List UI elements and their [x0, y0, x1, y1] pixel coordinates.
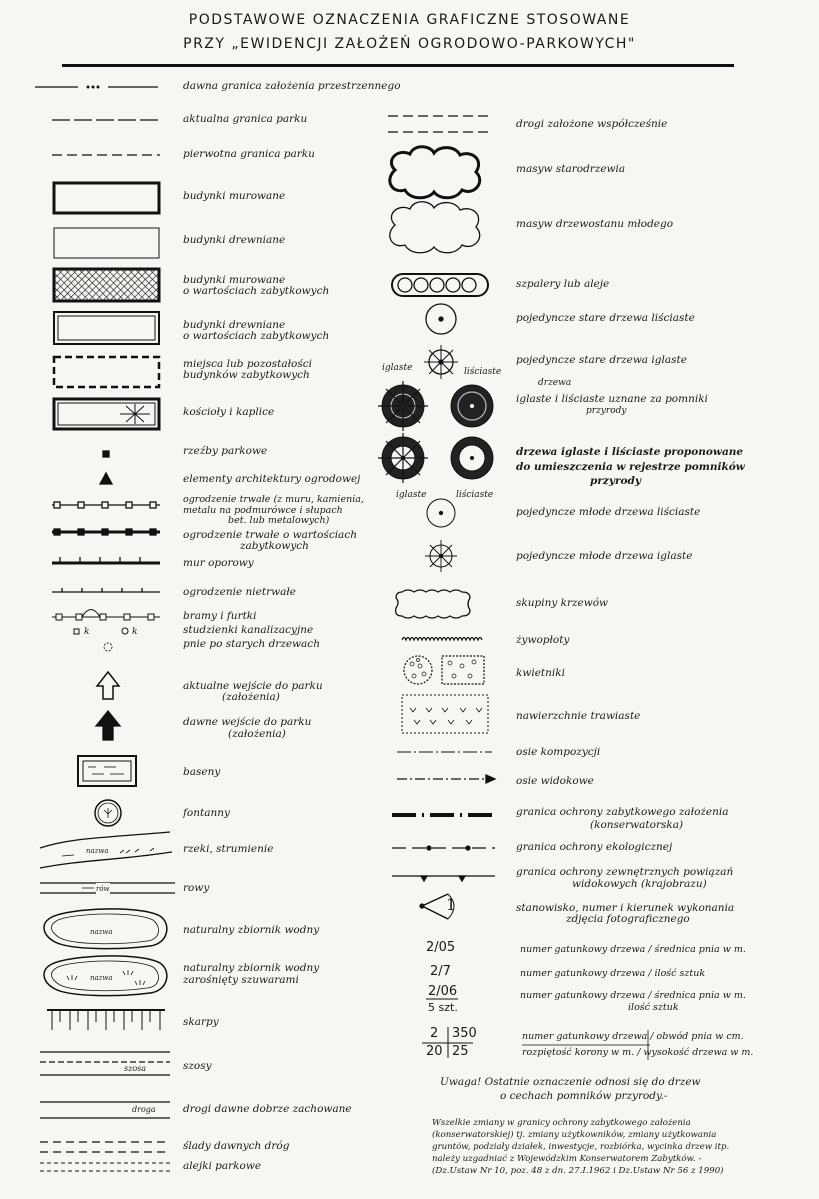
stump-symbol [104, 643, 112, 651]
slope-symbol [47, 1010, 165, 1030]
manhole-round-symbol [122, 628, 128, 634]
label-conservation-boundary-1: granica ochrony zabytkowego założenia [516, 806, 729, 818]
ruins-symbol [54, 357, 159, 387]
species-count-3: 5 szt. [428, 1001, 458, 1014]
label-road-traces: ślady dawnych dróg [183, 1140, 290, 1152]
conifer-caption-2: iglaste [396, 490, 427, 500]
regulation-line-2: (konserwatorskiej) tj. zmiany użytkowników, zmiany użytkowania [432, 1130, 717, 1140]
label-landscape-boundary-1: granica ochrony zewnętrznych powiązań [516, 866, 734, 878]
proposed-deciduous-symbol [451, 437, 493, 479]
label-proposed-1: drzewa iglaste i liściaste proponowane [516, 446, 744, 458]
regulation-line-5: (Dz.Ustaw Nr 10, poz. 48 z dn. 27.I.1962 i Dz.Ustaw Nr 56 z 1990) [432, 1166, 724, 1176]
sculpture-symbol [103, 451, 109, 457]
species-code-4: 2 [430, 1026, 439, 1041]
label-young-stand: masyw drzewostanu młodego [516, 218, 674, 230]
label-old-entrance-2: (założenia) [228, 728, 286, 740]
label-old-roads: drogi dawne dobrze zachowane [183, 1103, 352, 1115]
label-garden-architecture: elementy architektury ogrodowej [183, 473, 361, 485]
label-manholes: studzienki kanalizacyjne [183, 624, 314, 636]
fountain-symbol [95, 800, 121, 826]
tree-row-symbol [392, 274, 488, 296]
deciduous-caption-2: liściaste [456, 490, 494, 500]
label-historic-wooden-2: o wartościach zabytkowych [183, 330, 330, 342]
highway-symbol [40, 1052, 170, 1075]
species-code-3: 2/06 [428, 984, 458, 999]
photo-number: 1 [446, 895, 457, 914]
label-pond: naturalny zbiornik wodny [183, 924, 320, 936]
hedge-symbol [402, 638, 482, 641]
label-stumps: pnie po starych drzewach [183, 638, 320, 650]
label-proposed-2: do umieszczenia w rejestrze pomników [516, 461, 745, 473]
label-overgrown-pond-1: naturalny zbiornik wodny [183, 962, 320, 974]
label-current-boundary: aktualna granica parku [183, 113, 308, 125]
label-lawns: nawierzchnie trawiaste [516, 710, 641, 722]
proposed-conifer-symbol [378, 433, 428, 483]
label-slopes: skarpy [183, 1016, 219, 1028]
label-overgrown-pond-2: zarośnięty szuwarami [183, 974, 299, 986]
ditch-name: rów [96, 885, 110, 893]
label-church: kościoły i kaplice [183, 406, 275, 418]
wooden-building-symbol [54, 228, 159, 258]
old-boundary-symbol [35, 86, 158, 88]
regulation-line-1: Wszelkie zmiany w granicy ochrony zabytkowego założenia [432, 1118, 691, 1128]
pond-name: nazwa [90, 928, 113, 936]
conifer-caption: iglaste [382, 363, 413, 373]
label-original-boundary: pierwotna granica parku [183, 148, 315, 160]
label-permanent-fence-1: ogrodzenie trwałe (z muru, kamienia, [183, 494, 364, 505]
label-gates: bramy i furtki [183, 610, 257, 622]
label-conservation-boundary-2: (konserwatorska) [590, 819, 684, 831]
label-photo-point-2: zdjęcia fotograficznego [566, 913, 690, 925]
road-name: droga [132, 1105, 156, 1114]
pool-symbol [78, 756, 136, 786]
label-view-axes: osie widokowe [516, 775, 594, 787]
label-ruins-2: budynków zabytkowych [183, 369, 310, 381]
label-historic-brick-2: o wartościach zabytkowych [183, 285, 330, 297]
highway-name: szosa [124, 1064, 147, 1073]
label-crown-height: rozpiętość korony w m. / wysokość drzewa w m. [522, 1047, 754, 1058]
lawn-symbol [402, 695, 488, 733]
label-proposed-3: przyrody [590, 475, 641, 487]
historic-fence-symbol [52, 529, 160, 535]
garden-architecture-symbol [100, 473, 112, 484]
label-temporary-fence: ogrodzenie nietrwałe [183, 586, 296, 598]
note-line-1: Uwaga! Ostatnie oznaczenie odnosi się do drzew [440, 1076, 701, 1088]
label-young-deciduous: pojedyncze młode drzewa liściaste [516, 506, 701, 518]
label-code-circumference: numer gatunkowy drzewa / obwód pnia w cm. [522, 1031, 744, 1042]
river-name: nazwa [86, 847, 109, 855]
road-trace-symbol [40, 1142, 170, 1152]
monument-conifer-symbol [378, 381, 428, 431]
brick-building-symbol [54, 183, 159, 213]
regulation-line-4: należy uzgadniać z Wojewódzkim Konserwatorem Zabytków. - [432, 1154, 702, 1164]
young-stand-symbol [390, 202, 480, 253]
historic-wooden-building-symbol [54, 312, 159, 344]
label-historic-fence-1: ogrodzenie trwałe o wartościach [183, 529, 357, 541]
label-wooden-building: budynki drewniane [183, 234, 286, 246]
label-modern-roads: drogi założone współcześnie [516, 118, 668, 130]
label-historic-wooden-1: budynki drewniane [183, 319, 286, 331]
label-code-count: numer gatunkowy drzewa / ilość sztuk [520, 968, 706, 979]
retaining-wall-symbol [52, 557, 160, 563]
park-path-symbol [40, 1163, 170, 1171]
label-young-conifer: pojedyncze młode drzewa iglaste [516, 550, 693, 562]
manhole-k-2: k [132, 627, 138, 637]
label-monuments-1: iglaste i liściaste uznane za pomniki [516, 393, 708, 405]
label-composition-axes: osie kompozycji [516, 746, 601, 758]
shrub-group-symbol [396, 590, 470, 618]
landscape-boundary-symbol [392, 876, 495, 881]
permanent-fence-symbol [52, 502, 160, 508]
label-code-diameter: numer gatunkowy drzewa / średnica pnia w m. [520, 944, 746, 955]
label-current-entrance-2: (założenia) [222, 691, 280, 703]
current-entrance-symbol [97, 672, 119, 699]
old-stand-symbol [390, 147, 480, 198]
label-hedges: żywopłoty [516, 634, 570, 646]
label-highways: szosy [183, 1060, 212, 1072]
label-old-stand: masyw starodrzewia [516, 163, 626, 175]
label-landscape-boundary-2: widokowych (krajobrazu) [572, 878, 707, 890]
label-retaining-wall: mur oporowy [183, 557, 254, 569]
label-monuments-0: drzewa [538, 378, 572, 388]
label-permanent-fence-2: metalu na podmurówce i słupach [183, 505, 343, 516]
label-permanent-fence-3: bet. lub metalowych) [228, 515, 330, 526]
label-historic-fence-2: zabytkowych [240, 540, 309, 552]
label-fountains: fontanny [183, 807, 230, 819]
overgrown-pond-name: nazwa [90, 974, 113, 982]
tree-height: 25 [452, 1044, 469, 1059]
label-flowerbeds: kwietniki [516, 667, 565, 679]
manhole-symbol [74, 629, 79, 634]
young-conifer-tree-symbol [425, 540, 457, 572]
old-deciduous-tree-symbol [426, 304, 456, 334]
label-old-deciduous: pojedyncze stare drzewa liściaste [516, 312, 695, 324]
label-old-entrance-1: dawne wejście do parku [183, 716, 312, 728]
label-ditches: rowy [183, 882, 210, 894]
manhole-k-1: k [84, 627, 90, 637]
regulation-line-3: gruntów, podziały działek, inwestycje, rozbiórka, wycinka drzew itp. [432, 1142, 730, 1152]
view-axis-symbol [397, 775, 495, 783]
deciduous-caption: liściaste [464, 367, 502, 377]
monument-deciduous-symbol [451, 385, 493, 427]
label-tree-rows: szpalery lub aleje [516, 278, 610, 290]
label-ruins-1: miejsca lub pozostałości [183, 358, 312, 370]
old-conifer-tree-symbol [424, 345, 458, 379]
label-shrubs: skupiny krzewów [516, 597, 609, 609]
label-ecological-boundary: granica ochrony ekologicznej [516, 841, 673, 853]
page-subtitle: PRZY „EWIDENCJI ZAŁOŻEŃ OGRODOWO-PARKOWYCH" [183, 36, 636, 52]
modern-road-symbol [388, 116, 492, 132]
label-code-diameter-count-2: ilość sztuk [628, 1002, 679, 1013]
label-old-conifer: pojedyncze stare drzewa iglaste [516, 354, 687, 366]
label-historic-brick-1: budynki murowane [183, 274, 286, 286]
young-deciduous-tree-symbol [427, 499, 455, 527]
label-brick-building: budynki murowane [183, 190, 286, 202]
church-symbol [54, 399, 159, 429]
note-line-2: o cechach pomników przyrody.- [500, 1090, 668, 1102]
label-sculpture: rzeźby parkowe [183, 445, 268, 457]
crown-span: 20 [426, 1044, 443, 1059]
label-pools: baseny [183, 766, 221, 778]
label-monuments-2: przyrody [586, 406, 627, 416]
historic-brick-building-symbol [54, 269, 159, 301]
flowerbed-symbol [404, 656, 484, 684]
label-current-entrance-1: aktualne wejście do parku [183, 680, 323, 692]
page-title: PODSTAWOWE OZNACZENIA GRAFICZNE STOSOWANE [188, 12, 631, 28]
species-code-1: 2/05 [426, 940, 456, 955]
ecological-boundary-symbol [392, 846, 495, 850]
old-entrance-symbol [96, 711, 120, 740]
label-photo-point-1: stanowisko, numer i kierunek wykonania [516, 902, 735, 914]
label-old-boundary: dawna granica założenia przestrzennego [183, 80, 401, 92]
label-rivers: rzeki, strumienie [183, 843, 274, 855]
label-code-diameter-count-1: numer gatunkowy drzewa / średnica pnia w m. [520, 990, 746, 1001]
trunk-circumference: 350 [452, 1026, 477, 1041]
species-code-2: 2/7 [430, 964, 451, 979]
temporary-fence-symbol [52, 588, 160, 592]
gate-symbol [52, 610, 160, 621]
label-park-paths: alejki parkowe [183, 1160, 262, 1172]
